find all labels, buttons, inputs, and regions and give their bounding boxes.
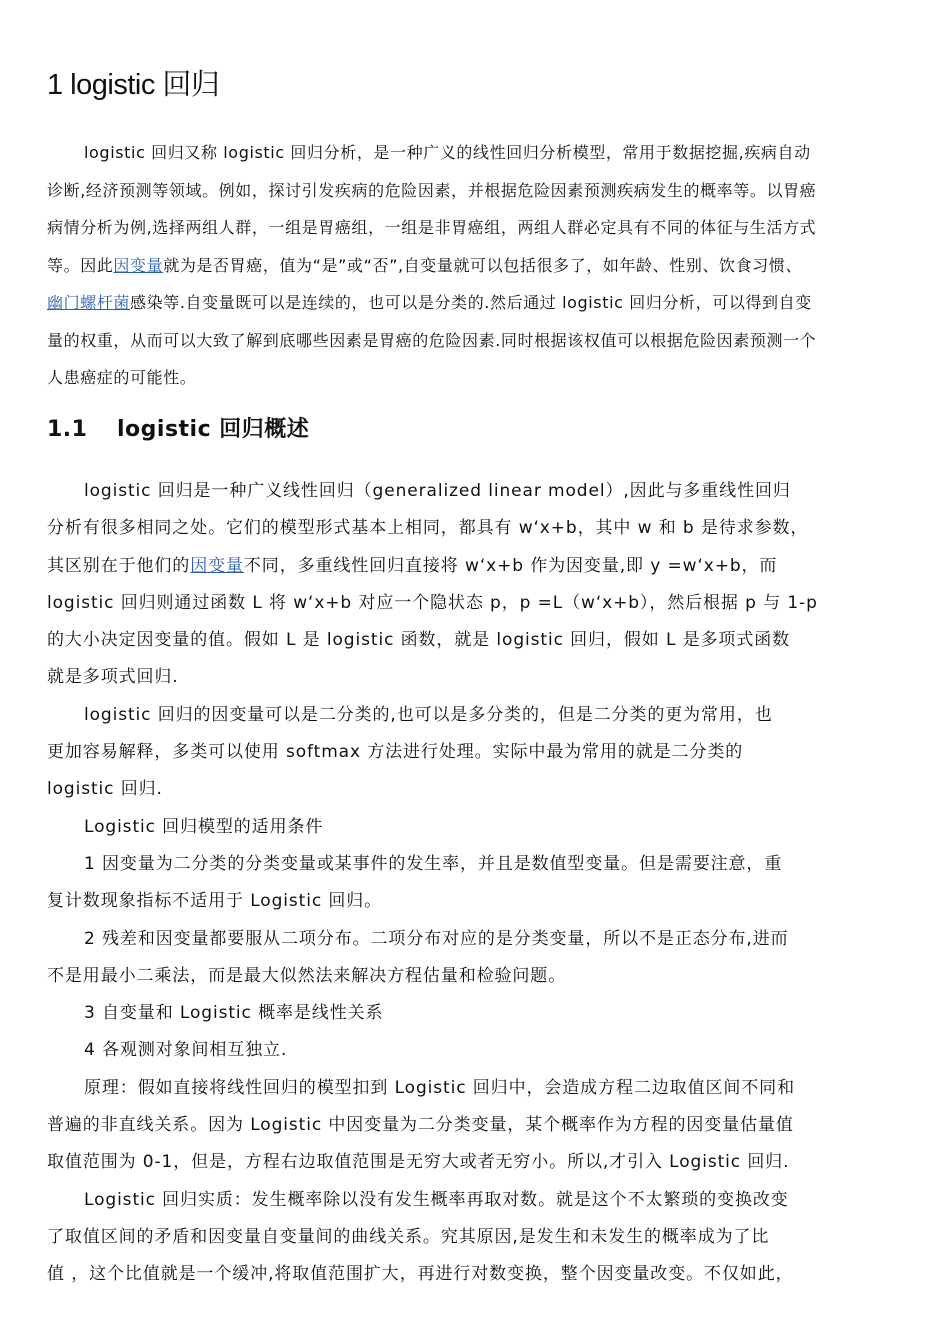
text-line: Logistic 回归实质：发生概率除以没有发生概率再取对数。就是这个不太繁琐的变换改变 [84,1189,789,1210]
section-heading [47,412,309,443]
text-line: 复计数现象指标不适用于 Logistic 回归。 [47,891,383,912]
text-line: 值 ，这个比值就是一个缓冲,将取值范围扩大，再进行对数变换，整个因变量改变。不仅如此， [47,1264,794,1285]
text-line: 2 残差和因变量都要服从二项分布。二项分布对应的是分类变量，所以不是正态分布,进而 [84,928,789,949]
chapter-heading: 1 logistic 回归 [47,69,220,101]
text-line [47,247,907,285]
text-line: 量的权重，从而可以大致了解到底哪些因素是胃癌的危险因素.同时根据该权值可以根据危险因素预测一个 [47,330,817,350]
text-line: 分析有很多相同之处。它们的模型形式基本上相同，都具有 w‘x+b，其中 w 和 b 是待求参数， [47,518,809,539]
text-line: 3 自变量和 Logistic 概率是线性关系 [84,1003,384,1024]
text-line: logistic 回归则通过函数 L 将 w‘x+b 对应一个隐状态 p，p =L（w‘x+b），然后根据 p 与 1-p [47,592,818,613]
text-line: 普遍的非直线关系。因为 Logistic 中因变量为二分类变量，某个概率作为方程的因变量估量值 [47,1115,794,1136]
text-fragment: 不同，多重线性回归直接将 w‘x+b 作为因变量,即 y =w‘x+b，而 [243,555,778,576]
text-line: 更加容易解释，多类可以使用 softmax 方法进行处理。实际中最为常用的就是二分类的 [47,742,744,763]
section-title: logistic 回归概述 [117,417,310,442]
text-line: logistic 回归是一种广义线性回归（generalized linear model）,因此与多重线性回归 [84,481,791,501]
text-line: 取值范围为 0-1，但是，方程右边取值范围是无穷大或者无穷小。所以,才引入 Logistic 回归. [47,1152,790,1173]
text-line: logistic 回归又称 logistic 回归分析，是一种广义的线性回归分析模型，常用于数据挖掘,疾病自动 [84,143,811,162]
dependent-variable-link[interactable]: 因变量 [190,555,244,576]
text-line: 的大小决定因变量的值。假如 L 是 logistic 函数，就是 logistic 回归，假如 L 是多项式函数 [47,630,791,651]
text-line: 病情分析为例,选择两组人群，一组是胃癌组，一组是非胃癌组，两组人群必定具有不同的体征与生活方式 [47,218,817,237]
intro-paragraph [47,134,907,397]
text-fragment: 等。因此 [47,255,114,275]
section-body [47,473,907,1294]
text-fragment: 就为是否胃癌，值为“是”或“否”,自变量就可以包括很多了，如年龄、性别、饮食习惯、 [163,255,803,275]
text-line: Logistic 回归模型的适用条件 [84,816,324,837]
section-number: 1.1 [47,417,88,442]
text-fragment: 其区别在于他们的 [47,555,191,576]
text-line: logistic 回归. [47,779,163,800]
text-fragment: 感染等.自变量既可以是连续的，也可以是分类的.然后通过 logistic 回归分析，可以得到自变 [130,293,812,312]
text-line: 人患癌症的可能性。 [47,368,197,387]
text-line: 诊断,经济预测等领域。例如，探讨引发疾病的危险因素，并根据危险因素预测疾病发生的概率等。以胃癌 [47,180,817,200]
text-line: 不是用最小二乘法，而是最大似然法来解决方程估量和检验问题。 [47,965,567,986]
text-line: 就是多项式回归. [47,667,179,688]
text-line: 1 因变量为二分类的分类变量或某事件的发生率，并且是数值型变量。但是需要注意，重 [84,853,783,874]
text-line: logistic 回归的因变量可以是二分类的,也可以是多分类的，但是二分类的更为常用，也 [84,704,773,725]
helicobacter-pylori-link[interactable]: 幽门螺杆菌 [47,293,131,312]
text-line [47,284,907,322]
text-line: 4 各观测对象间相互独立. [84,1040,288,1061]
dependent-variable-link[interactable]: 因变量 [113,255,164,275]
text-line [47,548,907,585]
text-line: 了取值区间的矛盾和因变量自变量间的曲线关系。究其原因,是发生和未发生的概率成为了比 [47,1226,770,1247]
text-line: 原理：假如直接将线性回归的模型扣到 Logistic 回归中，会造成方程二边取值区间不同和 [84,1077,795,1098]
